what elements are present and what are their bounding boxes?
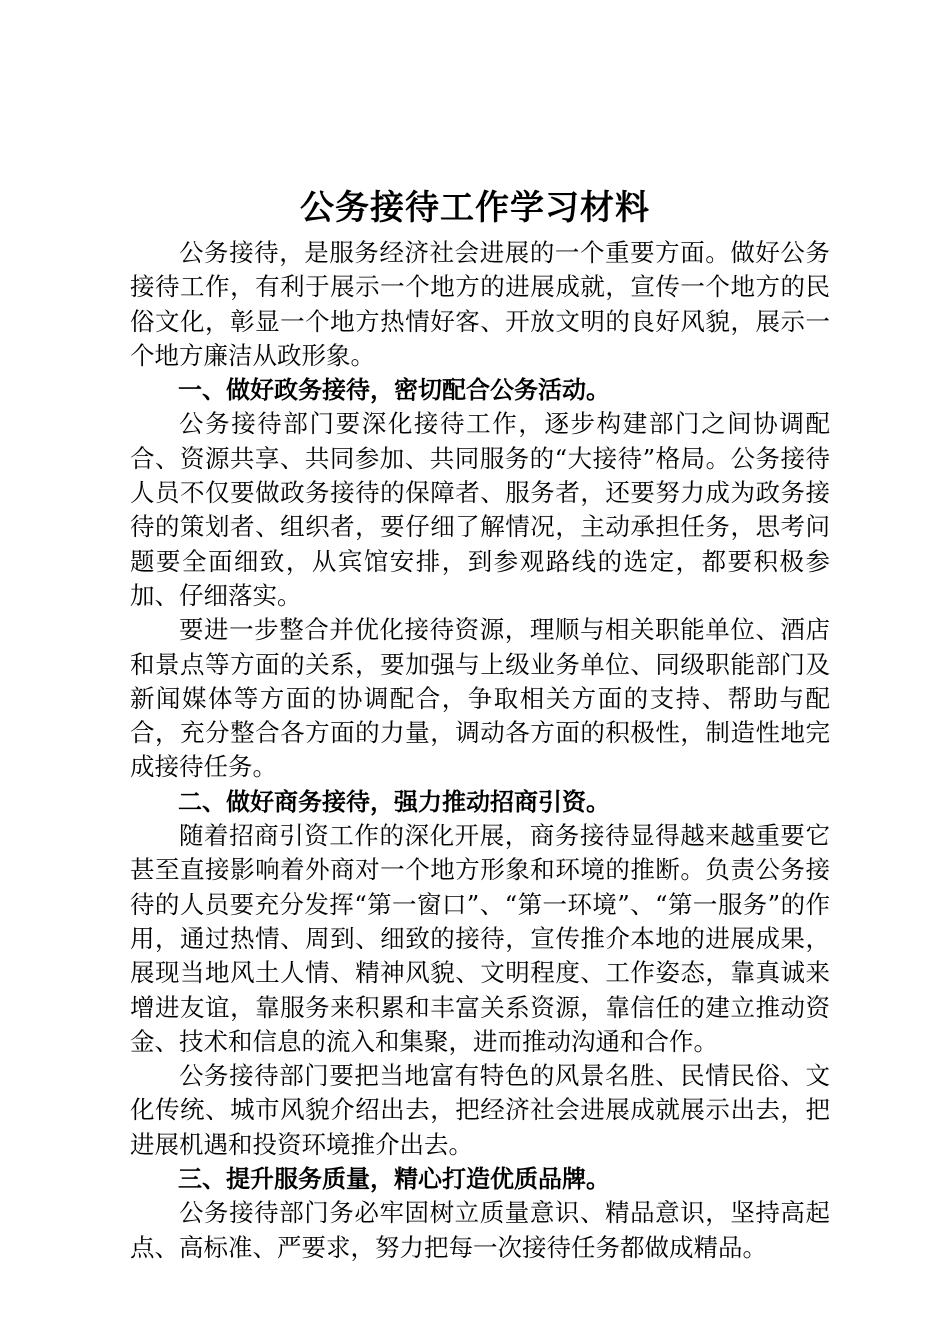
section-1-paragraph-1: 公务接待部门要深化接待工作，逐步构建部门之间协调配合、资源共享、共同参加、共同服务的“大接待”格局。公务接待人员不仅要做政务接待的保障者、服务者，还要努力成为政务接待的策划者、组织者，要仔细了解情况，主动承担任务，思考问题要全面细致，从宾馆安排，到参观路线的选定，都要积极参加、仔细落实。 [130, 409, 830, 610]
section-heading-2: 二、做好商务接待，强力推动招商引资。 [178, 787, 610, 816]
section-3-paragraph-1: 公务接待部门务必牢固树立质量意识、精品意识，坚持高起点、高标准、严要求，努力把每一次接待任务都做成精品。 [130, 1198, 830, 1262]
section-heading-3: 三、提升服务质量，精心打造优质品牌。 [178, 1165, 610, 1194]
section-2-paragraph-2: 公务接待部门要把当地富有特色的风景名胜、民情民俗、文化传统、城市风貌介绍出去，把经济社会进展成就展示出去，把进展机遇和投资环境推介出去。 [130, 1061, 830, 1159]
section-2-paragraph-1: 随着招商引资工作的深化开展，商务接待显得越来越重要它甚至直接影响着外商对一个地方形象和环境的推断。负责公务接待的人员要充分发挥“第一窗口”、“第一环境”、“第一服务”的作用，通过热情、周到、细致的接待，宣传推介本地的进展成果，展现当地风土人情、精神风貌、文明程度、工作姿态，靠真诚来增进友谊，靠服务来积累和丰富关系资源，靠信任的建立推动资金、技术和信息的流入和集聚，进而推动沟通和合作。 [130, 821, 830, 1056]
section-heading-1: 一、做好政务接待，密切配合公务活动。 [178, 376, 610, 405]
document-body [130, 236, 830, 1265]
intro-paragraph: 公务接待，是服务经济社会进展的一个重要方面。做好公务接待工作，有利于展示一个地方的进展成就，宣传一个地方的民俗文化，彰显一个地方热情好客、开放文明的良好风貌，展示一个地方廉洁从政形象。 [130, 238, 830, 370]
section-1-paragraph-2: 要进一步整合并优化接待资源，理顺与相关职能单位、酒店和景点等方面的关系，要加强与上级业务单位、同级职能部门及新闻媒体等方面的协调配合，争取相关方面的支持、帮助与配合，充分整合各方面的力量，调动各方面的积极性，制造性地完成接待任务。 [130, 615, 830, 782]
document-title: 公务接待工作学习材料 [300, 188, 650, 228]
